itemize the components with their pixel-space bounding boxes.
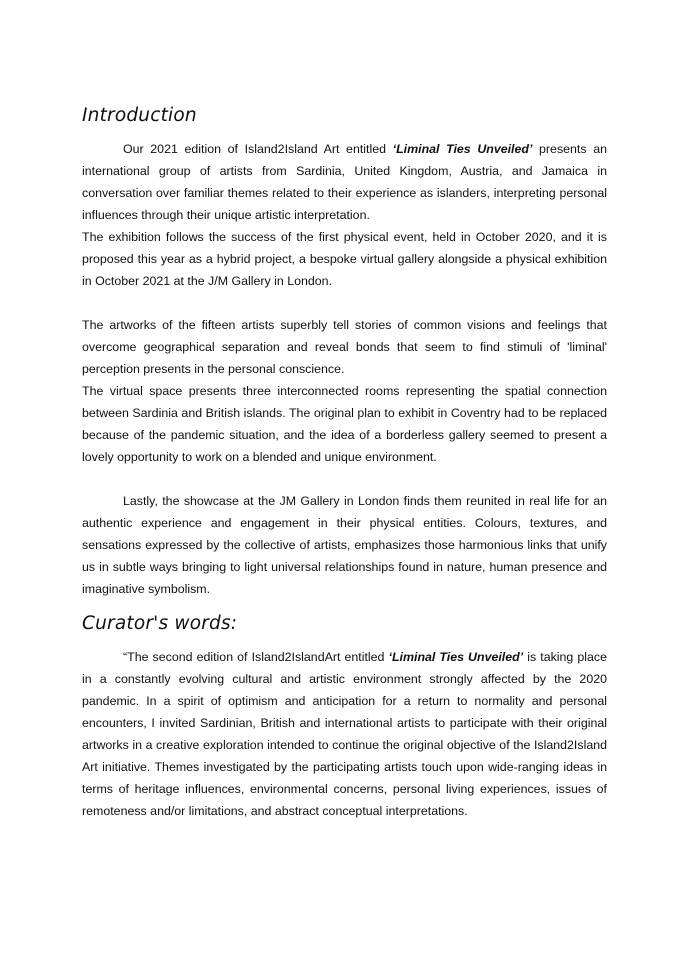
intro-paragraph-2: The exhibition follows the success of the first physical event, held in October 2020, and it is proposed this year as a hybrid project, a bespoke virtual gallery alongside a physical exhibition in October 2021 at the J/M Gallery in London. (82, 230, 607, 288)
introduction-heading: Introduction (82, 105, 197, 126)
intro-paragraph-1-lead: Our 2021 edition of Island2Island Art entitled (123, 142, 393, 156)
intro-paragraph-3: The artworks of the fifteen artists superbly tell stories of common visions and feelings that overcome geographical separation and reveal bonds that seem to find stimuli of 'liminal' perception presents in the personal conscience. (82, 318, 607, 376)
intro-paragraph-1-rest: presents an international group of artists from Sardinia, United Kingdom, Austria, and Jamaica in conversation over familiar themes related to their experience as islanders, interpreting personal influences through their unique artistic interpretation. (82, 142, 607, 222)
intro-paragraph-4: The virtual space presents three interconnected rooms representing the spatial connection between Sardinia and British islands. The original plan to exhibit in Coventry had to be replaced because of the pandemic situation, and the idea of a borderless gallery seemed to present a lovely opportunity to work on a blended and unique environment. (82, 384, 607, 464)
curator-heading: Curator's words: (82, 613, 238, 634)
section-gap (82, 600, 607, 613)
curator-paragraph (82, 646, 607, 822)
intro-paragraph-5: Lastly, the showcase at the JM Gallery in London finds them reunited in real life for an authentic experience and engagement in their physical entities. Colours, textures, and sensations expressed by the collective of artists, emphasizes those harmonious links that unify us in subtle ways bringing to light universal relationships found in nature, human presence and imaginative symbolism. (82, 494, 607, 596)
intro-paragraph-1 (82, 138, 607, 226)
curator-exhibition-title: ‘Liminal Ties Unveiled’ (388, 650, 524, 664)
curator-paragraph-rest: is taking place in a constantly evolving cultural and artistic environment strongly affected by the 2020 pandemic. In a spirit of optimism and anticipation for a return to normality and personal encounters, I invited Sardinian, British and international artists to participate with their original artworks in a creative exploration intended to continue the original objective of the Island2Island Art initiative. Themes investigated by the participating artists touch upon wide-ranging ideas in terms of heritage influences, environmental concerns, personal living experiences, issues of remoteness and/or limitations, and abstract conceptual interpretations. (82, 650, 608, 818)
exhibition-title: ‘Liminal Ties Unveiled’ (392, 142, 533, 156)
paragraph-gap (82, 468, 607, 490)
curator-paragraph-lead: “The second edition of Island2IslandArt entitled (123, 650, 389, 664)
paragraph-gap (82, 292, 607, 314)
document-page (82, 100, 607, 822)
